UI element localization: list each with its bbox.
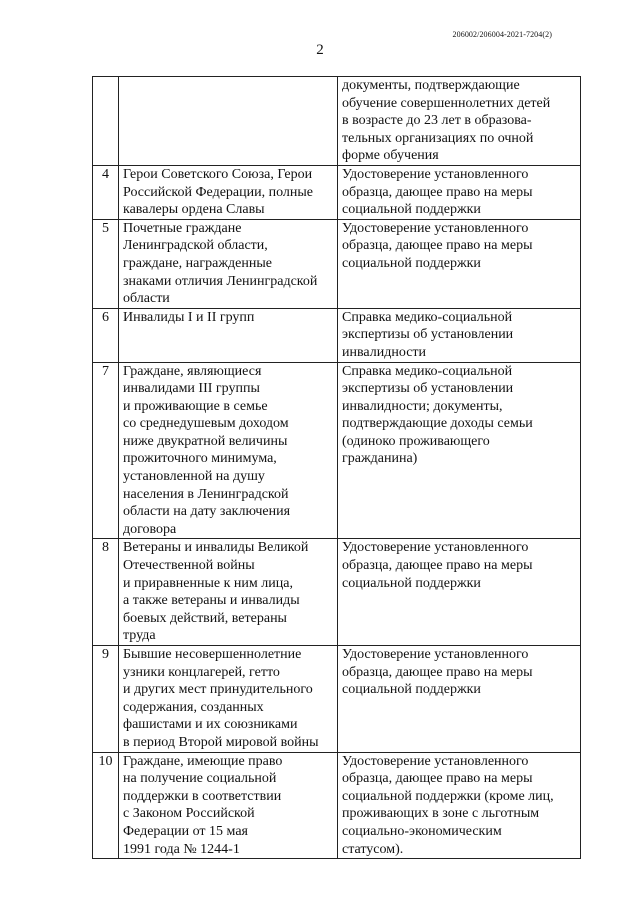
documents-text-line: образца, дающее право на меры [342, 558, 533, 574]
documents-cell [338, 77, 581, 166]
category-cell [119, 165, 338, 219]
category-text-line: на получение социальной [123, 771, 277, 787]
row-number-cell: 8 [93, 539, 119, 646]
category-cell [119, 539, 338, 646]
category-text-line: ниже двукратной величины [123, 433, 288, 449]
category-text-line: содержания, созданных [123, 699, 264, 715]
documents-cell [338, 752, 581, 859]
category-text-line: Инвалиды I и II групп [123, 309, 255, 325]
category-text-line: и других мест принудительного [123, 682, 313, 698]
document-registration-number: 206002/206004-2021-7204(2) [452, 30, 552, 39]
category-text-line: Бывшие несовершеннолетние [123, 647, 302, 662]
category-cell [119, 308, 338, 362]
category-text-line: кавалеры ордена Славы [123, 202, 265, 218]
row-number-cell: 7 [93, 362, 119, 539]
row-number-cell: 5 [93, 219, 119, 308]
documents-text-line: социальной поддержки [342, 255, 481, 271]
documents-text-line: подтверждающие доходы семьи [342, 416, 533, 432]
documents-cell [338, 219, 581, 308]
documents-text-line: образца, дающее право на меры [342, 664, 533, 680]
category-text-line: с Законом Российской [123, 806, 255, 822]
category-text-line: Герои Советского Союза, Герои [123, 166, 313, 182]
category-text-line: 1991 года № 1244-1 [123, 841, 240, 857]
row-number-cell [93, 77, 119, 166]
category-text-line: Отечественной войны [123, 558, 255, 574]
category-text-line: Ленинградской области, [123, 238, 268, 254]
documents-text-line: Справка медико-социальной [342, 363, 513, 379]
row-number-cell: 6 [93, 308, 119, 362]
documents-text-line: гражданина) [342, 451, 418, 467]
documents-text-line: (одиноко проживающего [342, 433, 490, 449]
table-row [93, 646, 581, 753]
documents-text-line: проживающих в зоне с льготным [342, 806, 540, 822]
documents-cell [338, 308, 581, 362]
category-cell [119, 646, 338, 753]
table-row [93, 219, 581, 308]
table-row [93, 77, 581, 166]
table-row [93, 539, 581, 646]
category-text-line: боевых действий, ветераны [123, 610, 287, 626]
category-text-line: Российской Федерации, полные [123, 184, 314, 200]
documents-text-line: статусом). [342, 841, 404, 857]
category-text-line: прожиточного минимума, [123, 451, 277, 467]
category-text-line: населения в Ленинградской [123, 486, 289, 502]
documents-text-line: Удостоверение установленного [342, 647, 529, 662]
category-cell [119, 77, 338, 166]
documents-text-line: экспертизы об установлении [342, 327, 514, 343]
category-cell [119, 362, 338, 539]
documents-text-line: Удостоверение установленного [342, 166, 529, 182]
category-text-line: труда [123, 628, 156, 644]
category-text-line: договора [123, 521, 177, 537]
category-text-line: и приравненные к ним лица, [123, 575, 293, 591]
table-row [93, 308, 581, 362]
documents-cell [338, 165, 581, 219]
row-number-cell: 10 [93, 752, 119, 859]
category-text-line: в период Второй мировой войны [123, 734, 319, 750]
category-text-line: знаками отличия Ленинградской [123, 273, 318, 289]
table-body [93, 77, 581, 859]
category-text-line: и проживающие в семье [123, 398, 268, 414]
documents-text-line: социальной поддержки [342, 682, 481, 698]
documents-text-line: экспертизы об установлении [342, 381, 514, 397]
documents-cell [338, 362, 581, 539]
documents-text-line: образца, дающее право на меры [342, 771, 533, 787]
table-row [93, 752, 581, 859]
documents-text-line: социальной поддержки [342, 202, 481, 218]
documents-text-line: образца, дающее право на меры [342, 184, 533, 200]
category-text-line: области [123, 291, 170, 307]
category-text-line: поддержки в соответствии [123, 788, 282, 804]
documents-text-line: Удостоверение установленного [342, 220, 529, 236]
documents-text-line: инвалидности [342, 344, 427, 360]
documents-text-line: инвалидности; документы, [342, 398, 503, 414]
documents-text-line: тельных организациях по очной [342, 130, 534, 146]
page-number: 2 [316, 42, 324, 58]
documents-text-line: документы, подтверждающие [342, 78, 520, 93]
documents-text-line: Справка медико-социальной [342, 309, 513, 325]
documents-text-line: социальной поддержки (кроме лиц, [342, 788, 554, 804]
documents-text-line: обучение совершеннолетних детей [342, 95, 551, 111]
category-text-line: Ветераны и инвалиды Великой [123, 540, 309, 556]
documents-text-line: социальной поддержки [342, 575, 481, 591]
documents-text-line: в возрасте до 23 лет в образова- [342, 113, 532, 129]
documents-text-line: форме обучения [342, 148, 439, 164]
category-text-line: граждане, награжденные [123, 255, 272, 271]
table-row [93, 165, 581, 219]
category-text-line: Федерации от 15 мая [123, 823, 248, 839]
documents-cell [338, 539, 581, 646]
benefits-categories-table [92, 76, 581, 859]
category-text-line: инвалидами III группы [123, 381, 260, 397]
category-text-line: узники концлагерей, гетто [123, 664, 280, 680]
documents-text-line: Удостоверение установленного [342, 753, 529, 769]
category-text-line: Почетные граждане [123, 220, 242, 236]
category-text-line: со среднедушевым доходом [123, 416, 289, 432]
row-number-cell: 9 [93, 646, 119, 753]
category-text-line: области на дату заключения [123, 504, 291, 520]
row-number-cell: 4 [93, 165, 119, 219]
category-text-line: а также ветераны и инвалиды [123, 593, 300, 609]
category-text-line: фашистами и их союзниками [123, 717, 298, 733]
table-row [93, 362, 581, 539]
category-text-line: Граждане, являющиеся [123, 363, 262, 379]
documents-text-line: Удостоверение установленного [342, 540, 529, 556]
documents-text-line: образца, дающее право на меры [342, 238, 533, 254]
documents-cell [338, 646, 581, 753]
category-text-line: установленной на душу [123, 469, 265, 485]
category-cell [119, 219, 338, 308]
category-cell [119, 752, 338, 859]
category-text-line: Граждане, имеющие право [123, 753, 283, 769]
documents-text-line: социально-экономическим [342, 823, 502, 839]
